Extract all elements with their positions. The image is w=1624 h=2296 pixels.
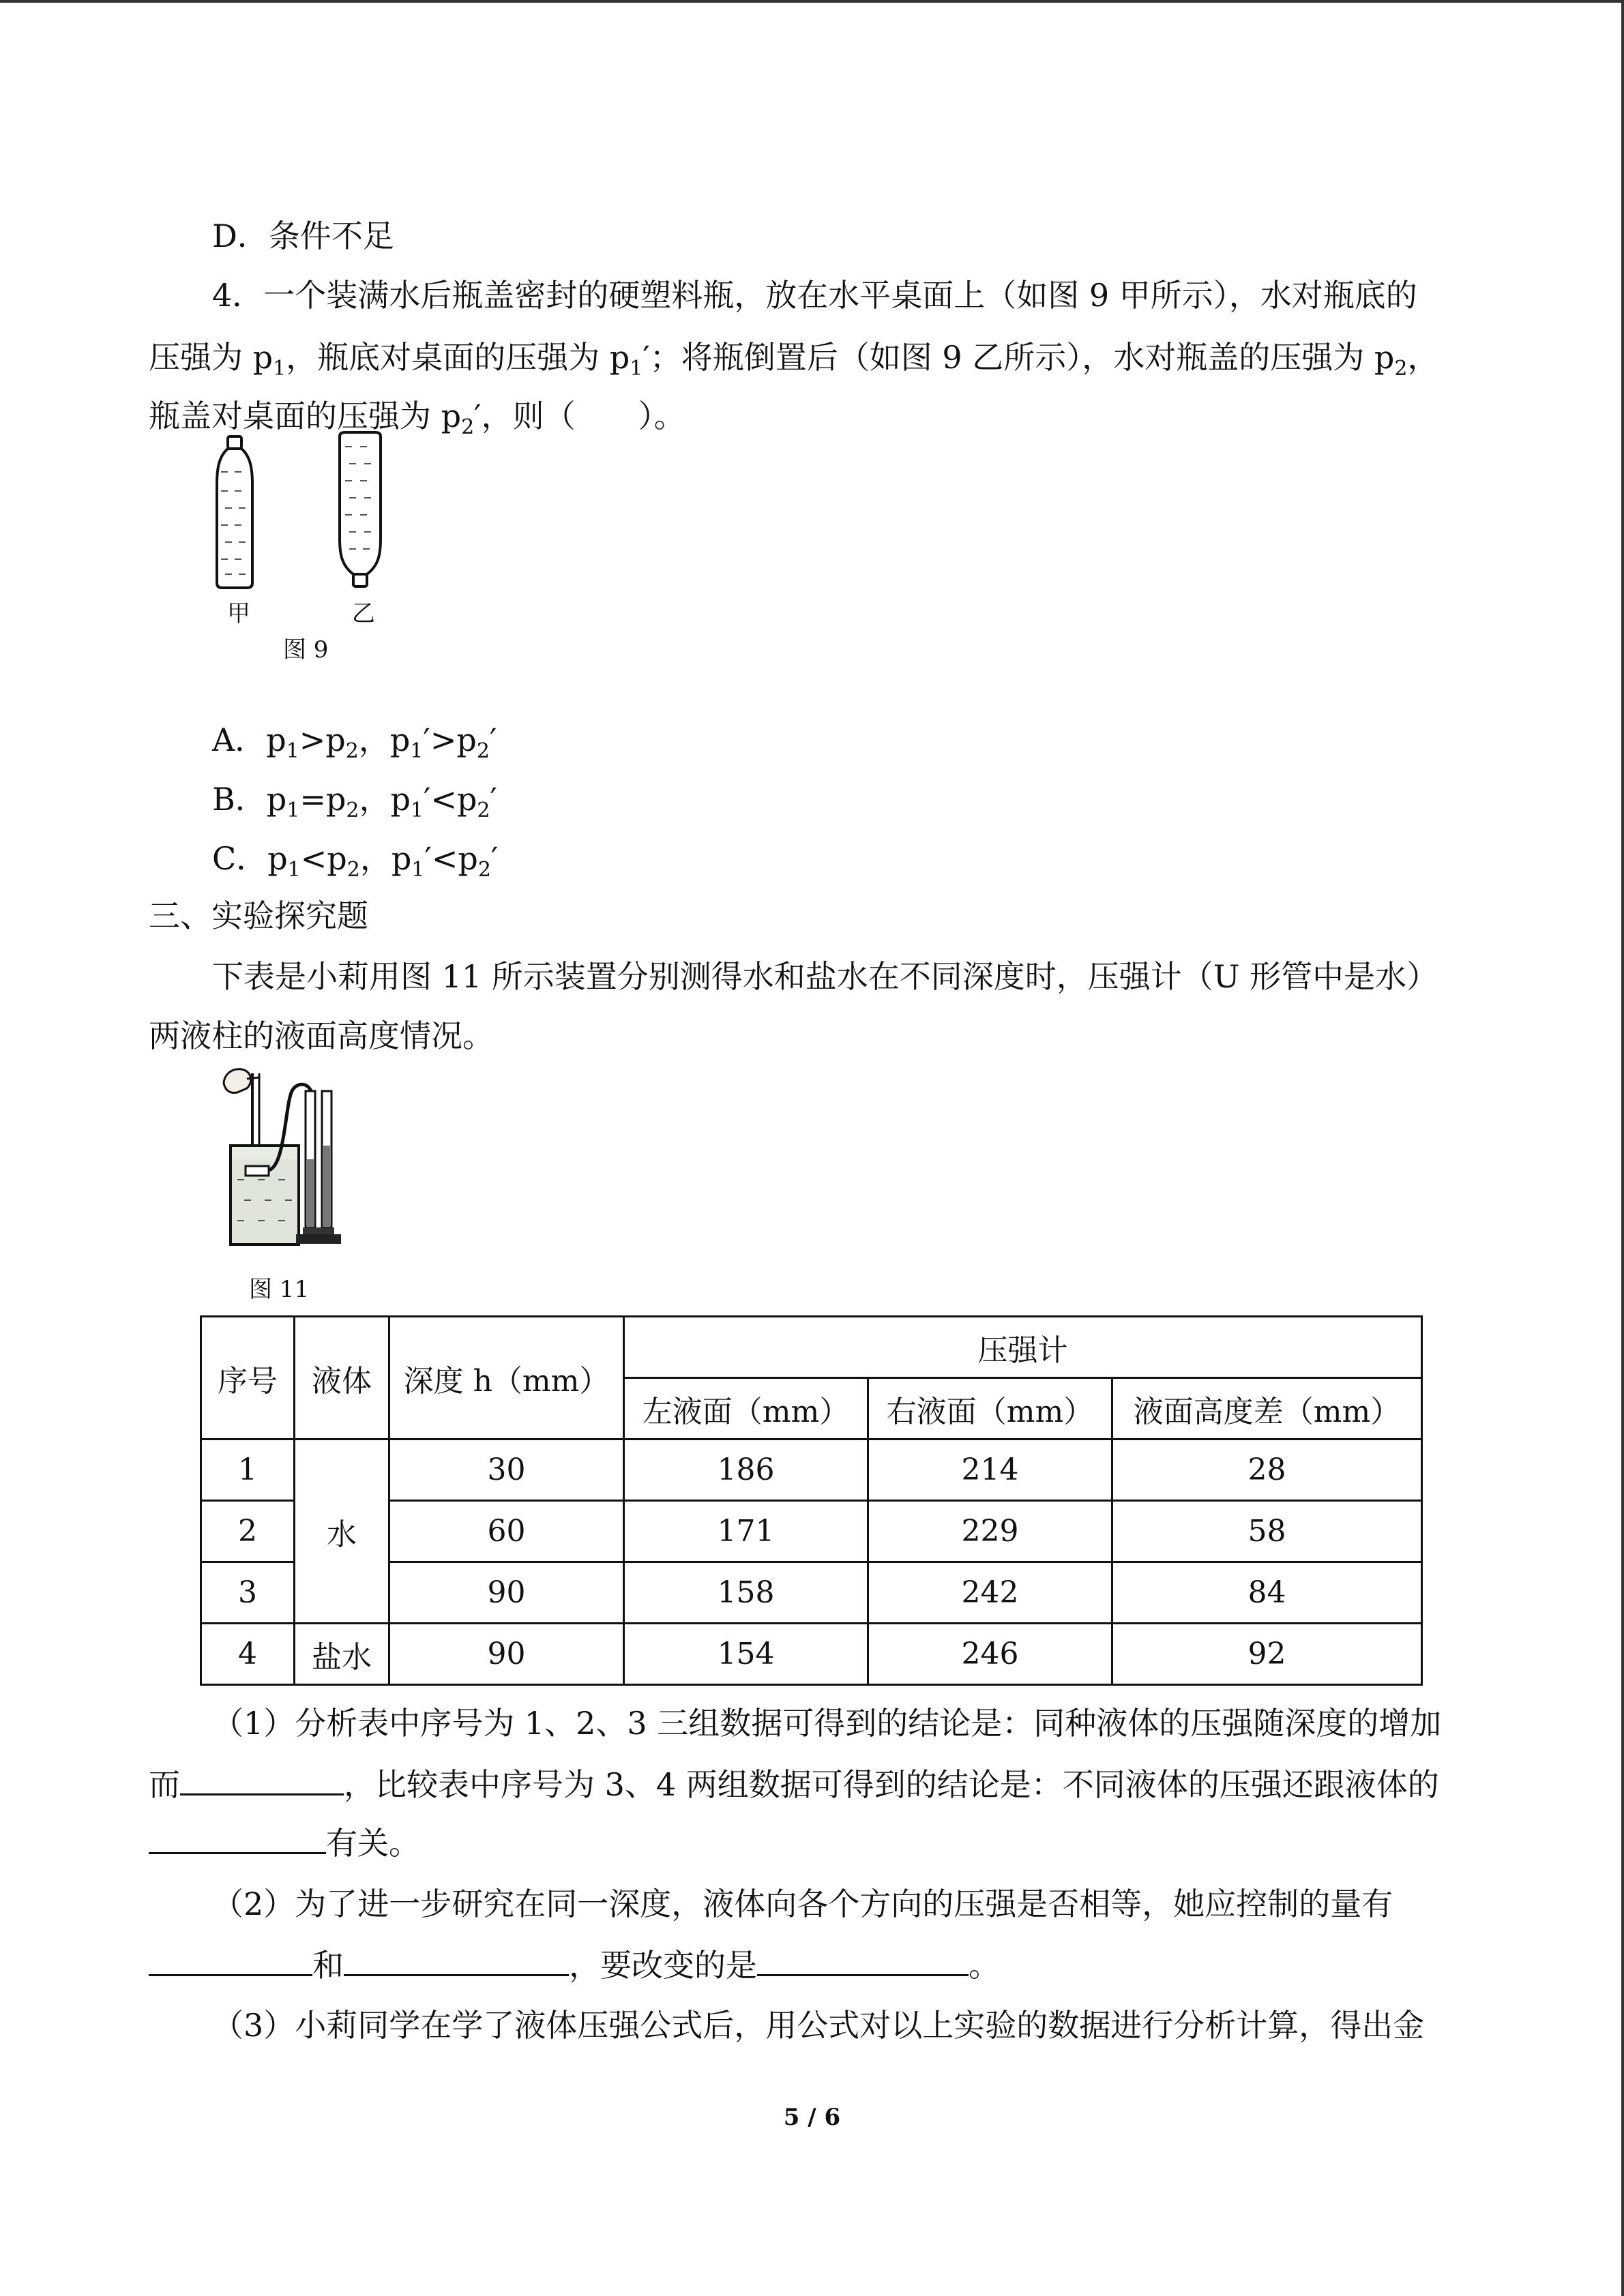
option-b: B．$p_1=p_2$，$p_1'<p_2'$ (212, 781, 497, 822)
bottle-inverted-water (345, 447, 371, 549)
cell-right: 246 (868, 1624, 1112, 1685)
pressure-data-table (200, 1315, 1423, 1686)
cell-diff: 58 (1112, 1501, 1422, 1562)
cell-left: 186 (624, 1440, 868, 1501)
experiment-intro-line2: 两液柱的液面高度情况。 (149, 1017, 494, 1054)
answer-blank-1[interactable] (180, 1763, 344, 1795)
answer-blank-2[interactable] (149, 1822, 326, 1854)
header-liquid: 液体 (295, 1317, 389, 1440)
part3-line1: （3）小莉同学在学了液体压强公式后，用公式对以上实验的数据进行分析计算，得出金 (212, 2007, 1425, 2044)
section3-heading: 三、实验探究题 (149, 897, 368, 934)
question4-line2: 压强为 $p_1$，瓶底对桌面的压强为 $p_1'$；将瓶倒置后（如图 9 乙所示），水对瓶盖的压强为 $p_2$， (149, 339, 1439, 381)
cell-depth: 60 (389, 1501, 624, 1562)
cell-index: 2 (201, 1501, 295, 1562)
figure9-label-right: 乙 (352, 600, 375, 627)
header-depth: 深度 h（mm） (389, 1317, 624, 1440)
experiment-intro-line1: 下表是小莉用图 11 所示装置分别测得水和盐水在不同深度时，压强计（U 形管中是水） (212, 958, 1438, 995)
cell-index: 1 (201, 1440, 295, 1501)
figure11-caption: 图 11 (249, 1276, 310, 1303)
option-a: A．$p_1>p_2$，$p_1'>p_2'$ (212, 721, 497, 763)
page-right-border (1621, 0, 1624, 2296)
cell-right: 214 (868, 1440, 1112, 1501)
header-level-diff: 液面高度差（mm） (1112, 1378, 1422, 1440)
part1-line3: 有关。 (149, 1822, 420, 1864)
cell-diff: 28 (1112, 1440, 1422, 1501)
header-gauge: 压强计 (624, 1317, 1422, 1378)
bottle-upright (217, 436, 252, 588)
part1-line1: （1）分析表中序号为 1、2、3 三组数据可得到的结论是：同种液体的压强随深度的增加 (212, 1705, 1442, 1742)
table-row (201, 1440, 1422, 1501)
cell-index: 4 (201, 1624, 295, 1685)
option-c: C．$p_1<p_2$，$p_1'<p_2'$ (212, 840, 499, 882)
figure9-bottles (205, 430, 409, 593)
cell-liquid-salt: 盐水 (295, 1624, 389, 1685)
cell-right: 242 (868, 1562, 1112, 1624)
question4-line1: 4．一个装满水后瓶盖密封的硬塑料瓶，放在水平桌面上（如图 9 甲所示），水对瓶底的 (212, 277, 1417, 314)
hand-icon (224, 1069, 251, 1093)
figure9-caption: 图 9 (283, 636, 329, 664)
cell-diff: 84 (1112, 1562, 1422, 1624)
header-left-level: 左液面（mm） (624, 1378, 868, 1440)
table-row (201, 1624, 1422, 1685)
table-header-row (201, 1317, 1422, 1378)
cell-left: 154 (624, 1624, 868, 1685)
figure9-label-left: 甲 (227, 600, 250, 627)
page-top-border (0, 0, 1624, 3)
cell-liquid-water: 水 (295, 1440, 389, 1624)
part2-line2: 和 ，要改变的是 。 (149, 1944, 1000, 1986)
part1-line2: 而 ，比较表中序号为 3、4 两组数据可得到的结论是：不同液体的压强还跟液体的 (149, 1763, 1439, 1805)
header-index: 序号 (201, 1317, 295, 1440)
part2-line1: （2）为了进一步研究在同一深度，液体向各个方向的压强是否相等，她应控制的量有 (212, 1885, 1393, 1922)
bottle-inverted (340, 432, 381, 586)
bottle-upright-water (221, 472, 246, 574)
answer-blank-4[interactable] (344, 1944, 569, 1976)
cell-diff: 92 (1112, 1624, 1422, 1685)
answer-blank-5[interactable] (757, 1944, 969, 1976)
cell-depth: 90 (389, 1562, 624, 1624)
header-right-level: 右液面（mm） (868, 1378, 1112, 1440)
cell-index: 3 (201, 1562, 295, 1624)
page-number: 5 / 6 (783, 2104, 841, 2131)
figure11-apparatus (217, 1064, 353, 1255)
cell-depth: 90 (389, 1624, 624, 1685)
option-d: D．条件不足 (212, 218, 394, 254)
answer-blank-3[interactable] (149, 1944, 312, 1976)
cell-depth: 30 (389, 1440, 624, 1501)
cell-left: 158 (624, 1562, 868, 1624)
cell-left: 171 (624, 1501, 868, 1562)
question4-line3: 瓶盖对桌面的压强为 $p_2'$，则（ ）。 (149, 398, 685, 439)
cell-right: 229 (868, 1501, 1112, 1562)
